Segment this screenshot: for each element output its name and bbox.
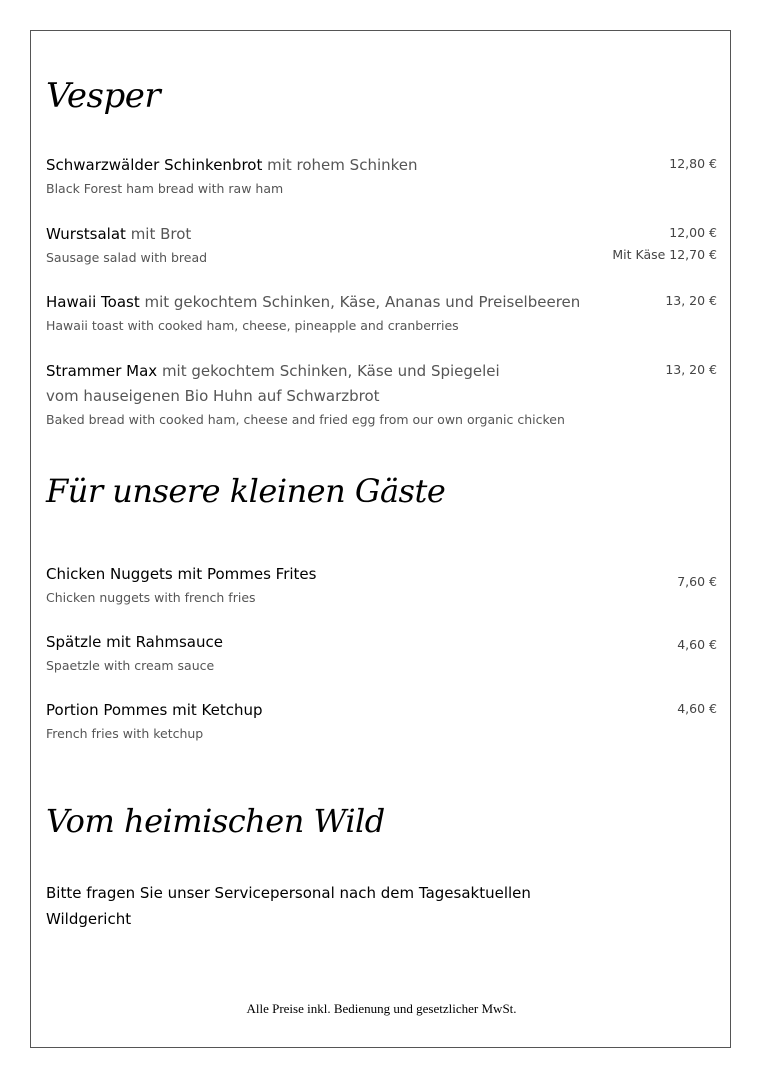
item-translation: Chicken nuggets with french fries (46, 590, 256, 605)
item-translation: Hawaii toast with cooked ham, cheese, pineapple and cranberries (46, 318, 459, 333)
price-value: 12,80 € (669, 156, 717, 171)
item-title (46, 290, 606, 315)
section-heading-wild: Vom heimischen Wild (46, 802, 385, 840)
item-description: mit rohem Schinken (262, 156, 418, 174)
item-title (46, 359, 526, 409)
item-price (677, 698, 717, 720)
item-price (677, 634, 717, 656)
item-description: mit gekochtem Schinken, Käse und Spiegelei vom hauseigenen Bio Huhn auf Schwarzbrot (46, 362, 500, 405)
item-name: Chicken Nuggets mit Pommes Frites (46, 565, 317, 583)
item-description: mit Brot (125, 225, 192, 243)
item-title (46, 698, 606, 723)
item-translation: Baked bread with cooked ham, cheese and fried egg from our own organic chicken (46, 412, 565, 427)
item-name: Hawaii Toast (46, 293, 140, 311)
price-footer-note: Alle Preise inkl. Bedienung und gesetzlicher MwSt. (246, 1001, 517, 1016)
item-title (46, 630, 606, 655)
item-name: Portion Pommes mit Ketchup (46, 701, 263, 719)
item-price (612, 222, 717, 266)
item-description: mit gekochtem Schinken, Käse, Ananas und Preiselbeeren (139, 293, 581, 311)
item-price (665, 359, 717, 381)
price-value: 13, 20 € (665, 362, 717, 377)
section-heading-kids: Für unsere kleinen Gäste (46, 472, 446, 510)
item-price (665, 290, 717, 312)
item-title (46, 222, 606, 247)
item-price (677, 571, 717, 593)
item-name: Spätzle mit Rahmsauce (46, 633, 223, 651)
menu-item (46, 153, 717, 199)
price-value: 4,60 € (677, 701, 717, 716)
item-name: Schwarzwälder Schinkenbrot (46, 156, 263, 174)
menu-item (46, 698, 717, 744)
price-value: 12,00 € (669, 225, 717, 240)
menu-item (46, 222, 717, 268)
section-heading-vesper: Vesper (46, 76, 161, 116)
wild-note: Bitte fragen Sie unser Servicepersonal nach dem Tagesaktuellen Wildgericht (46, 884, 531, 928)
item-price (669, 153, 717, 175)
menu-item (46, 630, 717, 676)
price-value: 7,60 € (677, 574, 717, 589)
item-name: Strammer Max (46, 362, 158, 380)
item-title (46, 153, 606, 178)
item-translation: Spaetzle with cream sauce (46, 658, 215, 673)
item-translation: Black Forest ham bread with raw ham (46, 181, 284, 196)
item-translation: French fries with ketchup (46, 726, 204, 741)
menu-item (46, 359, 717, 430)
price-value: 13, 20 € (665, 293, 717, 308)
price-value: 4,60 € (677, 637, 717, 652)
item-title (46, 562, 606, 587)
item-name: Wurstsalat (46, 225, 126, 243)
menu-item (46, 290, 717, 336)
item-translation: Sausage salad with bread (46, 250, 208, 265)
menu-item (46, 562, 717, 608)
price-variant: Mit Käse 12,70 € (612, 247, 717, 262)
